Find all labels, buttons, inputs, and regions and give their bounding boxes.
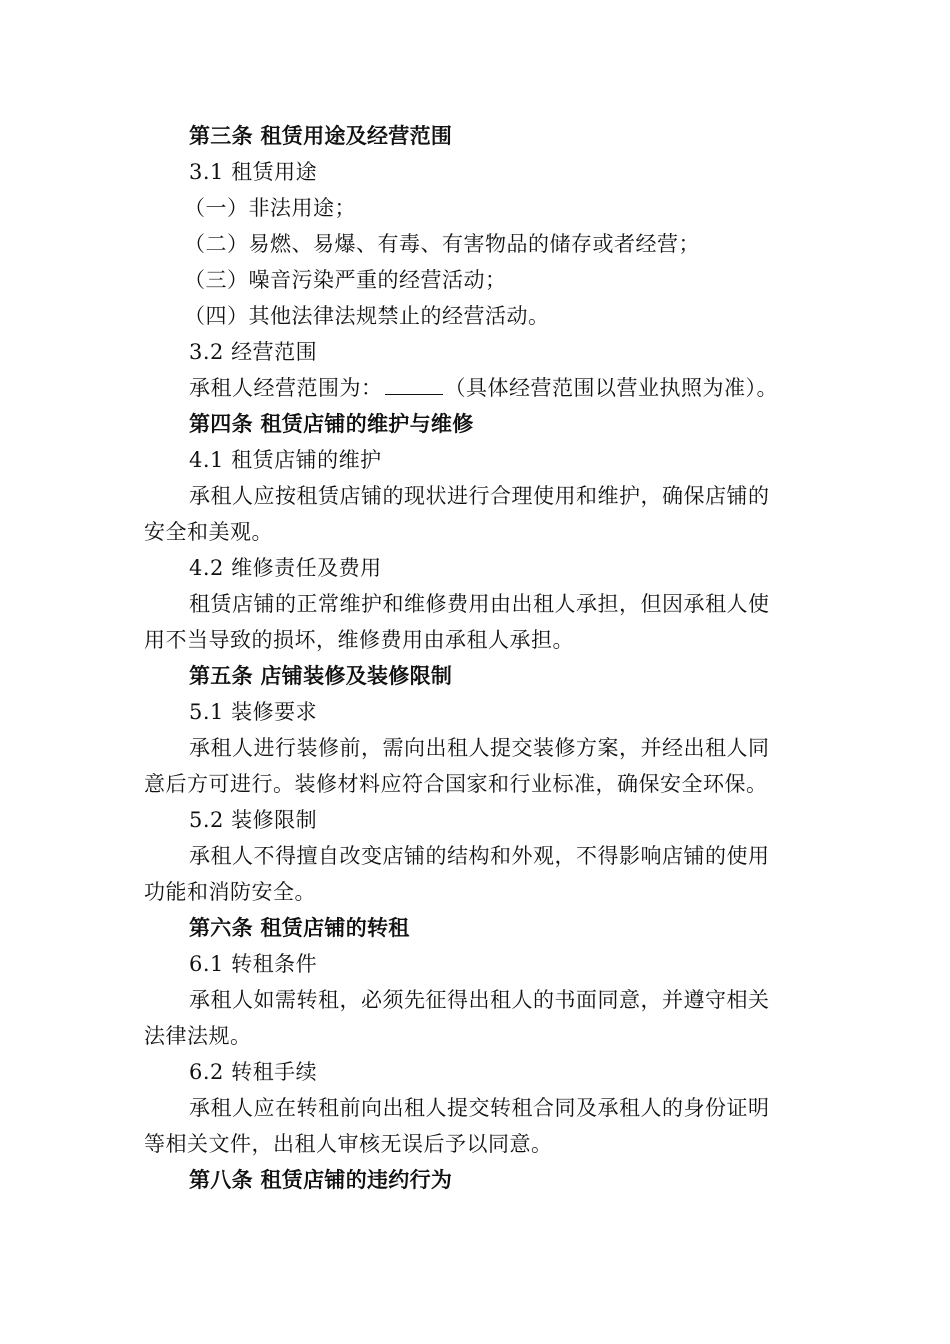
section-3-item-1: （一）非法用途； bbox=[184, 196, 356, 220]
scope-suffix: （具体经营范围以营业执照为准）。 bbox=[444, 376, 778, 400]
section-5-2-para-line-1: 承租人不得擅自改变店铺的结构和外观，不得影响店铺的使用 bbox=[189, 844, 770, 868]
section-6-2-subtitle: 6.2 转租手续 bbox=[189, 1060, 318, 1084]
section-6-1-subtitle: 6.1 转租条件 bbox=[189, 952, 318, 976]
section-5-2-subtitle: 5.2 装修限制 bbox=[189, 808, 318, 832]
section-6-1-para-line-2: 法律法规。 bbox=[144, 1024, 252, 1048]
section-6-2-para-line-2: 等相关文件，出租人审核无误后予以同意。 bbox=[144, 1132, 553, 1156]
section-5-1-para-line-2: 意后方可进行。装修材料应符合国家和行业标准，确保安全环保。 bbox=[144, 772, 768, 796]
section-4-2-para-line-1: 租赁店铺的正常维护和维修费用由出租人承担，但因承租人使 bbox=[189, 592, 770, 616]
section-4-2-subtitle: 4.2 维修责任及费用 bbox=[189, 556, 382, 580]
section-4-2-para-line-2: 用不当导致的损坏，维修费用由承租人承担。 bbox=[144, 628, 574, 652]
document-page bbox=[144, 118, 808, 1198]
section-3-item-3: （三）噪音污染严重的经营活动； bbox=[184, 268, 507, 292]
section-5-2-para-line-2: 功能和消防安全。 bbox=[144, 880, 316, 904]
section-6-2-para-line-1: 承租人应在转租前向出租人提交转租合同及承租人的身份证明 bbox=[189, 1096, 770, 1120]
section-5-title: 第五条 店铺装修及装修限制 bbox=[189, 664, 453, 688]
section-3-2-subtitle: 3.2 经营范围 bbox=[189, 340, 318, 364]
section-4-title: 第四条 租赁店铺的维护与维修 bbox=[189, 412, 474, 436]
section-5-1-subtitle: 5.1 装修要求 bbox=[189, 700, 318, 724]
section-4-1-para-line-2: 安全和美观。 bbox=[144, 520, 273, 544]
section-3-scope-paragraph bbox=[144, 370, 808, 406]
section-6-title: 第六条 租赁店铺的转租 bbox=[189, 916, 410, 940]
section-3-1-subtitle: 3.1 租赁用途 bbox=[189, 160, 318, 184]
section-3-item-4: （四）其他法律法规禁止的经营活动。 bbox=[184, 304, 550, 328]
section-3-item-2: （二）易燃、易爆、有毒、有害物品的储存或者经营； bbox=[184, 232, 700, 256]
section-8-title: 第八条 租赁店铺的违约行为 bbox=[189, 1168, 453, 1192]
section-3-title: 第三条 租赁用途及经营范围 bbox=[189, 124, 453, 148]
scope-blank-field[interactable] bbox=[385, 374, 443, 395]
section-5-1-para-line-1: 承租人进行装修前，需向出租人提交装修方案，并经出租人同 bbox=[189, 736, 770, 760]
scope-prefix: 承租人经营范围为： bbox=[189, 376, 383, 400]
section-4-1-subtitle: 4.1 租赁店铺的维护 bbox=[189, 448, 382, 472]
section-4-1-para-line-1: 承租人应按租赁店铺的现状进行合理使用和维护，确保店铺的 bbox=[189, 484, 770, 508]
section-6-1-para-line-1: 承租人如需转租，必须先征得出租人的书面同意，并遵守相关 bbox=[189, 988, 770, 1012]
